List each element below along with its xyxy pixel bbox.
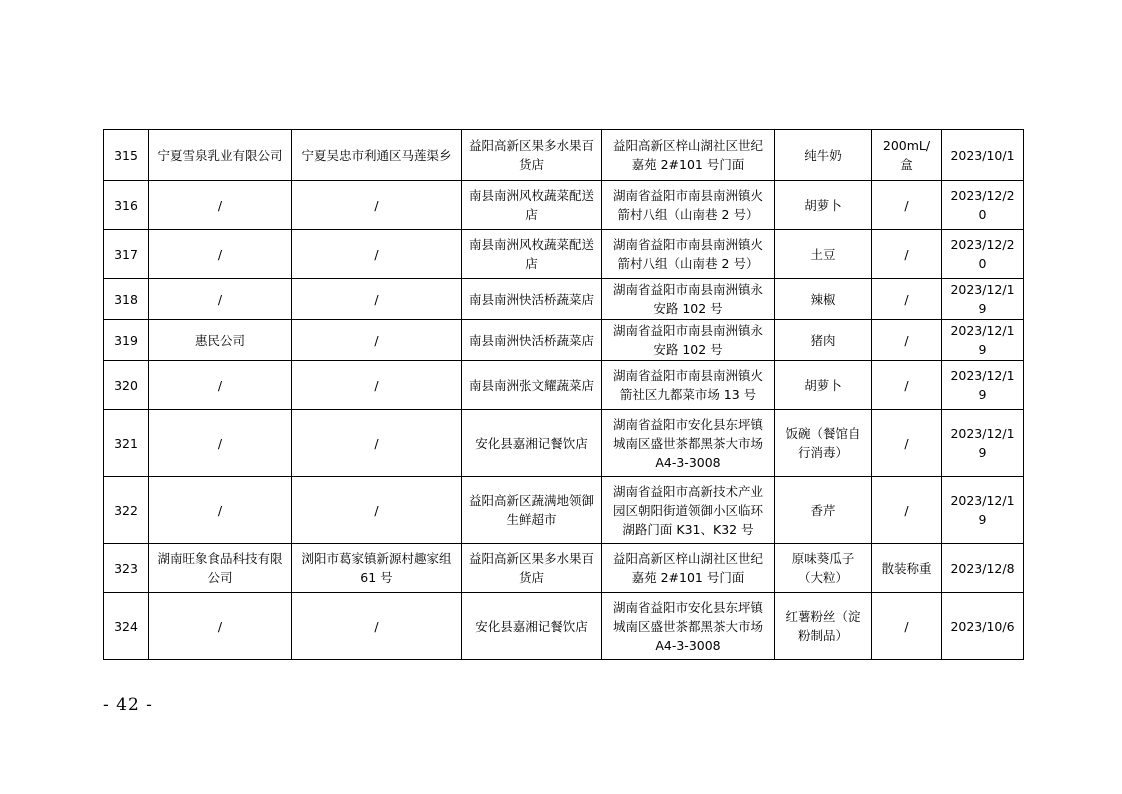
product-spec: / [872,361,942,410]
producer-address: / [292,230,462,279]
production-date: 2023/12/19 [942,361,1024,410]
producer-name: / [149,230,292,279]
production-date: 2023/12/19 [942,320,1024,361]
seller-address: 湖南省益阳市南县南洲镇火箭村八组（山南巷 2 号） [602,230,775,279]
producer-name: / [149,361,292,410]
producer-name: 湖南旺象食品科技有限公司 [149,544,292,593]
producer-address: / [292,593,462,660]
producer-name: 惠民公司 [149,320,292,361]
producer-address: / [292,320,462,361]
product-name: 辣椒 [775,279,872,320]
seller-name: 安化县嘉湘记餐饮店 [462,593,602,660]
product-spec: 散装称重 [872,544,942,593]
table-row [104,320,1024,361]
seller-address: 湖南省益阳市高新技术产业园区朝阳街道领御小区临环湖路门面 K31、K32 号 [602,477,775,544]
product-spec: / [872,593,942,660]
seller-name: 南县南洲张文耀蔬菜店 [462,361,602,410]
production-date: 2023/12/19 [942,279,1024,320]
seller-name: 南县南洲快活桥蔬菜店 [462,279,602,320]
product-name: 红薯粉丝（淀粉制品） [775,593,872,660]
production-date: 2023/12/20 [942,181,1024,230]
seller-address: 湖南省益阳市南县南洲镇火箭村八组（山南巷 2 号） [602,181,775,230]
production-date: 2023/12/8 [942,544,1024,593]
seller-address: 益阳高新区梓山湖社区世纪嘉苑 2#101 号门面 [602,544,775,593]
producer-name: / [149,410,292,477]
row-number: 315 [104,130,149,181]
row-number: 323 [104,544,149,593]
product-spec: / [872,230,942,279]
product-name: 原味葵瓜子（大粒） [775,544,872,593]
table-row [104,230,1024,279]
product-spec: / [872,181,942,230]
product-name: 香芹 [775,477,872,544]
product-spec: / [872,410,942,477]
product-name: 猪肉 [775,320,872,361]
page-number: - 42 - [103,695,153,715]
producer-address: 浏阳市葛家镇新源村趣家组 61 号 [292,544,462,593]
product-name: 胡萝卜 [775,361,872,410]
row-number: 317 [104,230,149,279]
records-table [103,129,1024,660]
table-row [104,181,1024,230]
seller-name: 安化县嘉湘记餐饮店 [462,410,602,477]
seller-address: 湖南省益阳市安化县东坪镇城南区盛世茶都黑茶大市场 A4-3-3008 [602,593,775,660]
seller-address: 益阳高新区梓山湖社区世纪嘉苑 2#101 号门面 [602,130,775,181]
table-row [104,410,1024,477]
producer-address: 宁夏吴忠市利通区马莲渠乡 [292,130,462,181]
row-number: 320 [104,361,149,410]
table-row [104,279,1024,320]
product-name: 土豆 [775,230,872,279]
table-row [104,593,1024,660]
product-spec: 200mL/盒 [872,130,942,181]
product-name: 纯牛奶 [775,130,872,181]
producer-name: 宁夏雪泉乳业有限公司 [149,130,292,181]
row-number: 321 [104,410,149,477]
product-name: 胡萝卜 [775,181,872,230]
production-date: 2023/12/19 [942,477,1024,544]
producer-address: / [292,181,462,230]
seller-name: 益阳高新区蔬满地领御生鲜超市 [462,477,602,544]
producer-address: / [292,410,462,477]
production-date: 2023/12/20 [942,230,1024,279]
product-spec: / [872,279,942,320]
table-row [104,130,1024,181]
seller-name: 南县南洲快活桥蔬菜店 [462,320,602,361]
seller-address: 湖南省益阳市安化县东坪镇城南区盛世茶都黑茶大市场 A4-3-3008 [602,410,775,477]
seller-name: 南县南洲风枚蔬菜配送店 [462,230,602,279]
row-number: 318 [104,279,149,320]
production-date: 2023/10/6 [942,593,1024,660]
table-row [104,544,1024,593]
seller-name: 南县南洲风枚蔬菜配送店 [462,181,602,230]
production-date: 2023/12/19 [942,410,1024,477]
row-number: 316 [104,181,149,230]
seller-address: 湖南省益阳市南县南洲镇永安路 102 号 [602,279,775,320]
seller-name: 益阳高新区果多水果百货店 [462,544,602,593]
product-name: 饭碗（餐馆自行消毒） [775,410,872,477]
seller-name: 益阳高新区果多水果百货店 [462,130,602,181]
row-number: 324 [104,593,149,660]
table-row [104,477,1024,544]
table-row [104,361,1024,410]
production-date: 2023/10/1 [942,130,1024,181]
row-number: 319 [104,320,149,361]
row-number: 322 [104,477,149,544]
product-spec: / [872,320,942,361]
seller-address: 湖南省益阳市南县南洲镇永安路 102 号 [602,320,775,361]
producer-address: / [292,279,462,320]
producer-name: / [149,181,292,230]
seller-address: 湖南省益阳市南县南洲镇火箭社区九都菜市场 13 号 [602,361,775,410]
producer-address: / [292,361,462,410]
product-spec: / [872,477,942,544]
producer-name: / [149,593,292,660]
producer-name: / [149,279,292,320]
producer-address: / [292,477,462,544]
producer-name: / [149,477,292,544]
